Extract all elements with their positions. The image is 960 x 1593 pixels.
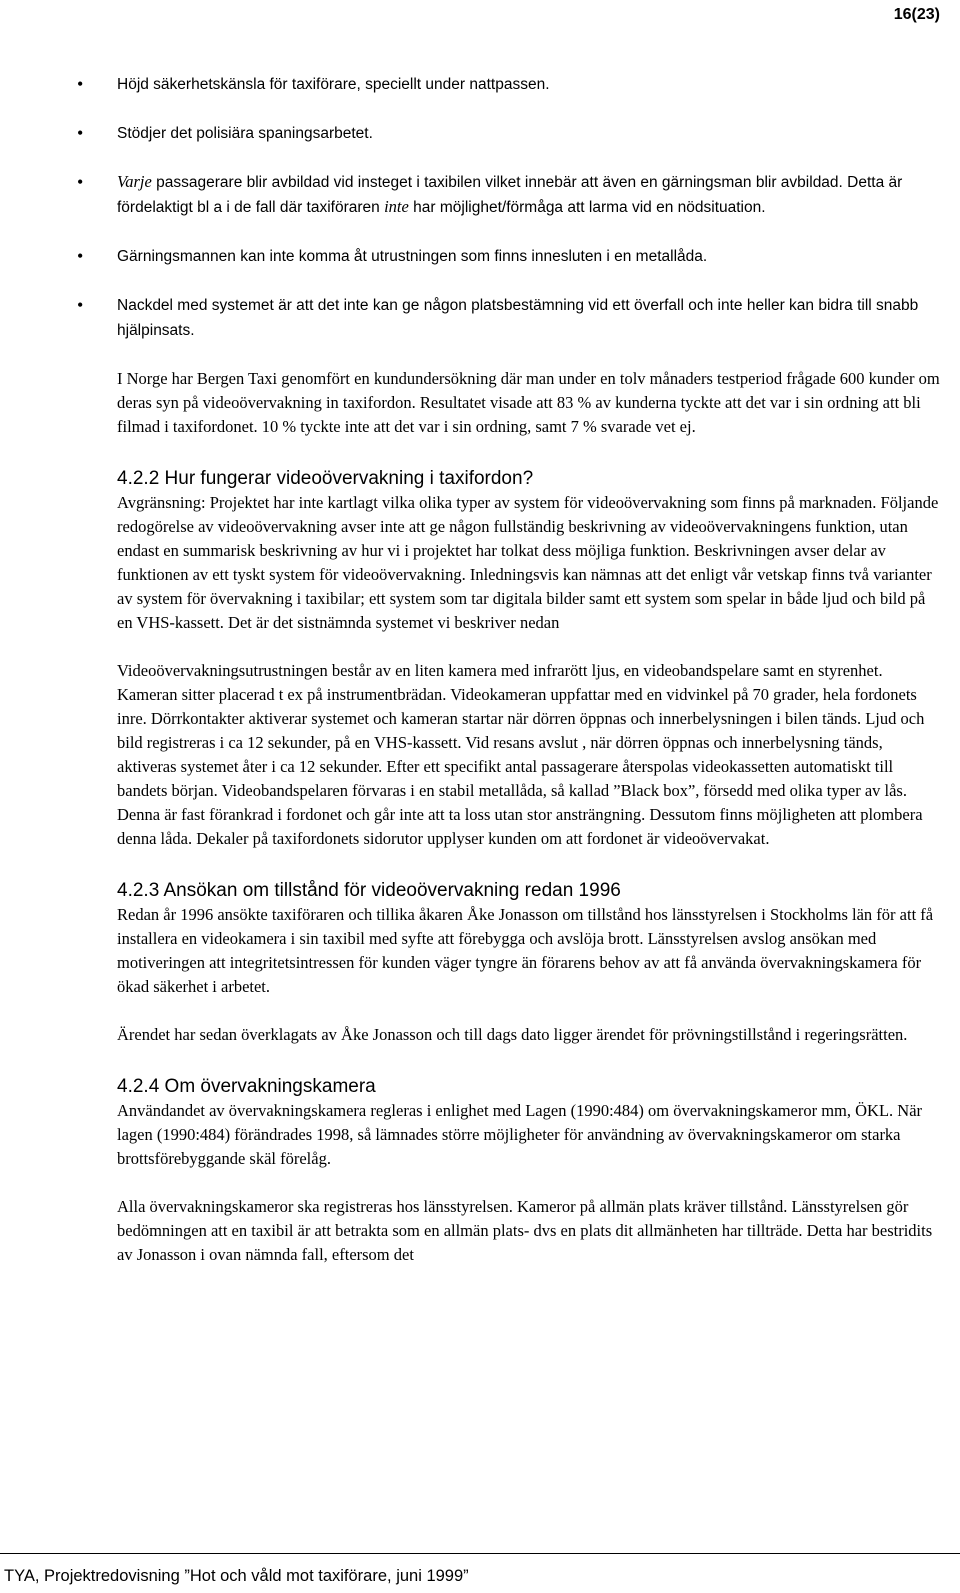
body-paragraph: Avgränsning: Projektet har inte kartlagt vilka olika typer av system för videoövervakning som finns på marknaden. Följande redogörelse av videoövervakning avser inte att ge någon fullständig beskrivning av videoövervakningens funktion, utan endast en summarisk beskrivning av hur vi i projektet har tolkat dess möjliga funktion. Beskrivningen avser delar av funktionen av ett tyskt system för videoövervakning. Inledningsvis kan nämnas att det enligt vår vetskap finns två varianter av system för övervakning i taxibilar; ett system som tar digitala bilder samt ett system som spelar in både ljud och bild på en VHS-kassett. Det är det sistnämnda systemet vi beskriver nedan [117,493,939,632]
list-item: • Gärningsmannen kan inte komma åt utrustningen som finns innesluten i en metallåda. [43,244,942,269]
document-body [117,72,942,1291]
section-heading: 4.2.3 Ansökan om tillstånd för videoövervakning redan 1996 [117,880,621,901]
list-item: • Nackdel med systemet är att det inte kan ge någon platsbestämning vid ett överfall och inte heller kan bidra till snabb hjälpinsats. [43,293,942,343]
section-heading: 4.2.4 Om övervakningskamera [117,1076,376,1097]
body-paragraph: Användandet av övervakningskamera regleras i enlighet med Lagen (1990:484) om övervakningskameror mm, ÖKL. När lagen (1990:484) förändrades 1998, så lämnades större möjligheter för användning av övervakningskameror om starka brottsförebyggande skäl förelåg. [117,1101,923,1168]
body-paragraph: Videoövervakningsutrustningen består av en liten kamera med infrarött ljus, en videobandspelare samt en styrenhet. Kameran sitter placerad t ex på instrumentbrädan. Videokameran uppfattar med en vidvinkel på 70 grader, hela fordonets inre. Dörrkontakter aktiverar systemet och kameran startar när dörren öppnas och innerbelysningen i bilen tänds. Ljud och bild registreras i ca 12 sekunder, på en VHS-kassett. Vid resans avslut , när dörren öppnas och innerbelysning tänds, aktiveras systemet åter i ca 12 sekunder. Efter ett specifikt antal passagerare återspolas videokassetten automatiskt till bandets början. Videobandspelaren förvaras i en stabil metallåda, så kallad ”Black box”, försedd med olika typer av lås. Denna är fast förankrad i fordonet och går inte att ta loss utan stor ansträngning. Dessutom finns möjligheten att plombera denna låda. Dekaler på taxifordonets sidorutor upplyser kunden om att fordonet är videoövervakat. [117,661,925,848]
bullet-list [117,72,942,343]
list-item: • Varje passagerare blir avbildad vid insteget i taxibilen vilket innebär att även en gärningsman blir avbildad. Detta är fördelaktigt bl a i de fall där taxiföraren inte har möjlighet/förmåga att larma vid en nödsituation. [43,170,942,220]
body-paragraph: Alla övervakningskameror ska registreras hos länsstyrelsen. Kameror på allmän plats kräver tillstånd. Länsstyrelsen gör bedömningen att en taxibil är att betrakta som en allmän plats- dvs en plats dit allmänheten har tillträde. Detta har bestridits av Jonasson i ovan nämnda fall, eftersom det [117,1197,933,1264]
list-item: • Höjd säkerhetskänsla för taxiförare, speciellt under nattpassen. [43,72,942,97]
page-number: 16(23) [893,6,940,23]
intro-paragraph: I Norge har Bergen Taxi genomfört en kundundersökning där man under en tolv månaders testperiod frågade 600 kunder om deras syn på videoövervakning in taxifordon. Resultatet visade att 83 % av kunderna tyckte att det var i sin ordning att bli filmad i taxifordonet. 10 % tyckte inte att det var i sin ordning, samt 7 % svarade vet ej. [117,369,940,436]
list-item: • Stödjer det polisiära spaningsarbetet. [43,121,942,146]
body-paragraph: Redan år 1996 ansökte taxiföraren och tillika åkaren Åke Jonasson om tillstånd hos länsstyrelsen i Stockholms län för att få installera en videokamera i sin taxibil med syfte att förebygga och avslöja brott. Länsstyrelsen avslog ansökan med motiveringen att integritetsintressen för kunden väger tyngre än förarens behov av att få använda övervakningskamera för ökad säkerhet i arbetet. [117,905,934,996]
section-heading: 4.2.2 Hur fungerar videoövervakning i taxifordon? [117,468,534,489]
body-paragraph: Ärendet har sedan överklagats av Åke Jonasson och till dags dato ligger ärendet för prövningstillstånd i regeringsrätten. [117,1025,908,1044]
page-footer: TYA, Projektredovisning ”Hot och våld mot taxiförare, juni 1999” [0,1553,960,1593]
